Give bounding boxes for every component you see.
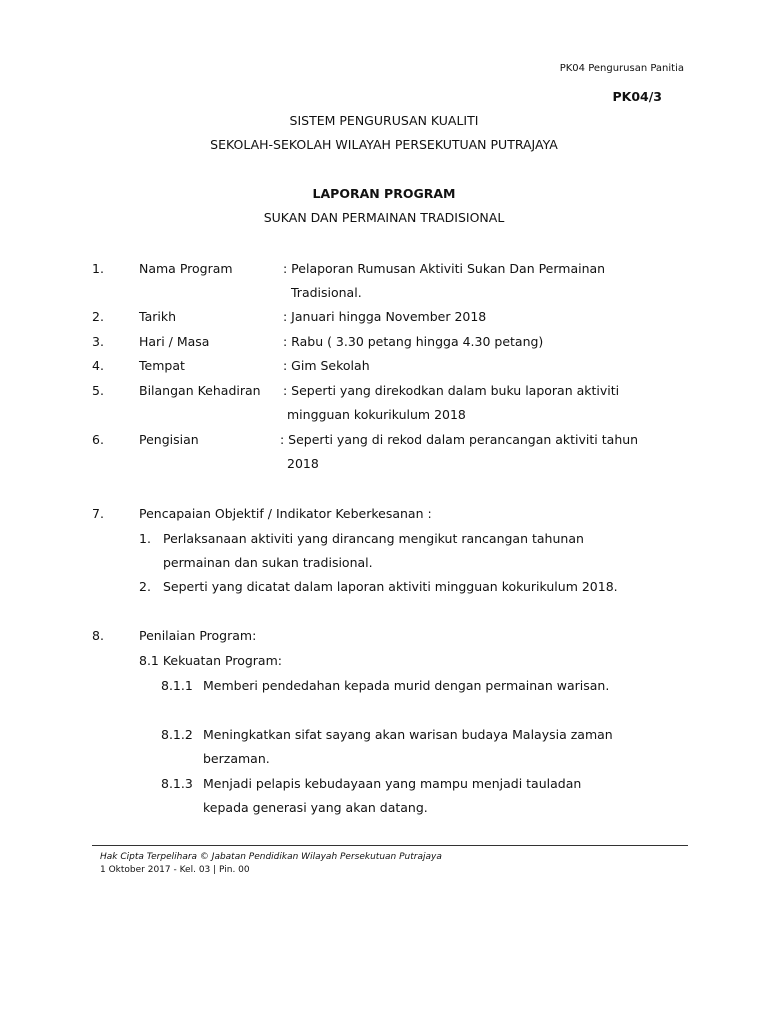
item-1-label: Nama Program xyxy=(139,261,233,276)
item-2-number: 2. xyxy=(92,309,104,324)
item-3-number: 3. xyxy=(92,334,104,349)
item-3-label: Hari / Masa xyxy=(139,334,210,349)
footer-version: 1 Oktober 2017 - Kel. 03 | Pin. 00 xyxy=(100,865,250,875)
item-2-value: : Januari hingga November 2018 xyxy=(283,309,487,324)
section-7-point-2-number: 2. xyxy=(139,579,151,594)
section-7-point-1: Perlaksanaan aktiviti yang dirancang mengikut rancangan tahunan xyxy=(163,531,584,546)
footer-copyright: Hak Cipta Terpelihara © Jabatan Pendidikan Wilayah Persekutuan Putrajaya xyxy=(100,852,442,862)
section-7-title: Pencapaian Objektif / Indikator Keberkesanan : xyxy=(139,506,432,521)
section-8-title: Penilaian Program: xyxy=(139,628,257,643)
section-8-point-2-number: 8.1.2 xyxy=(161,727,193,742)
report-title: LAPORAN PROGRAM xyxy=(312,186,456,201)
section-7-point-1-number: 1. xyxy=(139,531,151,546)
section-7-point-1-cont: permainan dan sukan tradisional. xyxy=(163,555,373,570)
item-5-number: 5. xyxy=(92,383,104,398)
item-6-number: 6. xyxy=(92,432,104,447)
title-line-1: SISTEM PENGURUSAN KUALITI xyxy=(289,113,479,128)
section-8-number: 8. xyxy=(92,628,104,643)
item-1-value: : Pelaporan Rumusan Aktiviti Sukan Dan Permainan xyxy=(283,261,606,276)
item-4-number: 4. xyxy=(92,358,104,373)
section-8-point-2-cont: berzaman. xyxy=(203,751,270,766)
item-1-number: 1. xyxy=(92,261,104,276)
item-6-value-cont: 2018 xyxy=(287,456,319,471)
section-8-point-3: Menjadi pelapis kebudayaan yang mampu menjadi tauladan xyxy=(203,776,582,791)
section-8-point-3-cont: kepada generasi yang akan datang. xyxy=(203,800,428,815)
item-4-value: : Gim Sekolah xyxy=(283,358,370,373)
program-title: SUKAN DAN PERMAINAN TRADISIONAL xyxy=(263,210,505,225)
section-8-point-1: Memberi pendedahan kepada murid dengan permainan warisan. xyxy=(203,678,610,693)
footer-divider xyxy=(92,845,688,846)
section-8-point-3-number: 8.1.3 xyxy=(161,776,193,791)
item-3-value: : Rabu ( 3.30 petang hingga 4.30 petang) xyxy=(283,334,544,349)
item-6-value: : Seperti yang di rekod dalam perancangan aktiviti tahun xyxy=(280,432,639,447)
item-1-value-cont: Tradisional. xyxy=(291,285,362,300)
item-4-label: Tempat xyxy=(139,358,185,373)
document-code: PK04/3 xyxy=(612,89,662,104)
title-line-2: SEKOLAH-SEKOLAH WILAYAH PERSEKUTUAN PUTRAJAYA xyxy=(210,137,558,152)
header-subject: PK04 Pengurusan Panitia xyxy=(559,63,684,74)
item-5-value: : Seperti yang direkodkan dalam buku laporan aktiviti xyxy=(283,383,620,398)
item-2-label: Tarikh xyxy=(139,309,176,324)
section-7-number: 7. xyxy=(92,506,104,521)
section-8-subtitle: 8.1 Kekuatan Program: xyxy=(139,653,282,668)
item-6-label: Pengisian xyxy=(139,432,199,447)
item-5-value-cont: mingguan kokurikulum 2018 xyxy=(287,407,466,422)
section-8-point-1-number: 8.1.1 xyxy=(161,678,193,693)
item-5-label: Bilangan Kehadiran xyxy=(139,383,261,398)
section-8-point-2: Meningkatkan sifat sayang akan warisan budaya Malaysia zaman xyxy=(203,727,613,742)
section-7-point-2: Seperti yang dicatat dalam laporan aktiviti mingguan kokurikulum 2018. xyxy=(163,579,618,594)
